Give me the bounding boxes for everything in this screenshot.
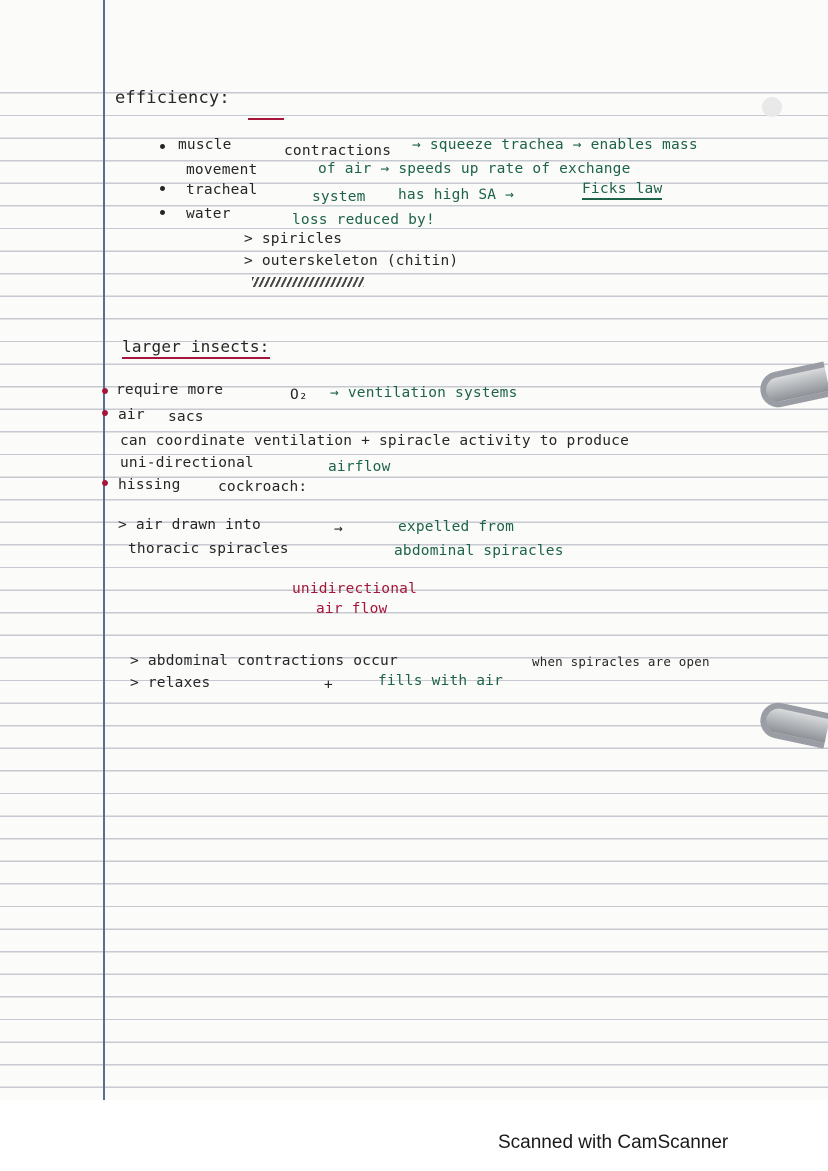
- bullet-icon: [102, 388, 108, 394]
- bullet-icon: [160, 210, 165, 215]
- note-line: > spiricles: [244, 231, 343, 247]
- bullet-icon: [102, 480, 108, 486]
- note-line: uni-directional: [120, 455, 254, 471]
- note-line: → squeeze trachea → enables mass: [412, 137, 698, 153]
- note-line: Ficks law: [582, 182, 662, 200]
- note-line: > air drawn into: [118, 517, 261, 533]
- note-line: of air → speeds up rate of exchange: [318, 161, 631, 177]
- note-line: thoracic spiracles: [128, 541, 289, 557]
- note-line: > outerskeleton (chitin): [244, 253, 459, 269]
- bullet-icon: [160, 186, 165, 191]
- note-line: →: [334, 521, 343, 537]
- note-line: sacs: [168, 409, 204, 425]
- heading-larger-insects: larger insects:: [122, 339, 270, 359]
- note-line: > relaxes: [130, 675, 211, 691]
- crossed-out-scribble: [252, 277, 364, 287]
- scanner-watermark: Scanned with CamScanner: [498, 1132, 729, 1153]
- note-line: cockroach:: [218, 479, 308, 495]
- note-line: water: [186, 206, 231, 222]
- note-line: air: [118, 407, 145, 423]
- margin-line: [103, 0, 105, 1100]
- note-line: system: [312, 189, 366, 205]
- note-line: abdominal spiracles: [394, 543, 564, 559]
- note-line: unidirectional: [292, 581, 418, 597]
- note-line: require more: [116, 382, 224, 398]
- binder-ring-icon: [757, 361, 828, 410]
- note-line: contractions: [284, 143, 392, 159]
- note-line: movement: [186, 162, 258, 178]
- note-line: O₂: [290, 387, 308, 403]
- note-line: hissing: [118, 477, 181, 493]
- bullet-icon: [160, 144, 165, 149]
- note-line: muscle: [178, 137, 232, 153]
- note-line: fills with air: [378, 673, 504, 689]
- note-line: when spiracles are open: [532, 654, 710, 669]
- page-top-margin: [0, 0, 828, 72]
- binder-ring-icon: [757, 699, 828, 748]
- note-line: has high SA →: [398, 187, 515, 203]
- note-line: > abdominal contractions occur: [130, 653, 398, 669]
- note-line: air flow: [316, 601, 388, 617]
- note-line: loss reduced by!: [292, 212, 435, 228]
- note-line: expelled from: [398, 519, 515, 535]
- punch-hole: [762, 97, 782, 117]
- heading-underline: [248, 118, 284, 120]
- note-line: airflow: [328, 459, 391, 475]
- note-line: +: [324, 677, 333, 693]
- note-line: can coordinate ventilation + spiracle activity to produce: [120, 433, 629, 449]
- heading-efficiency: efficiency:: [115, 88, 230, 108]
- note-line: → ventilation systems: [330, 385, 518, 401]
- bullet-icon: [102, 410, 108, 416]
- note-line: tracheal: [186, 182, 258, 198]
